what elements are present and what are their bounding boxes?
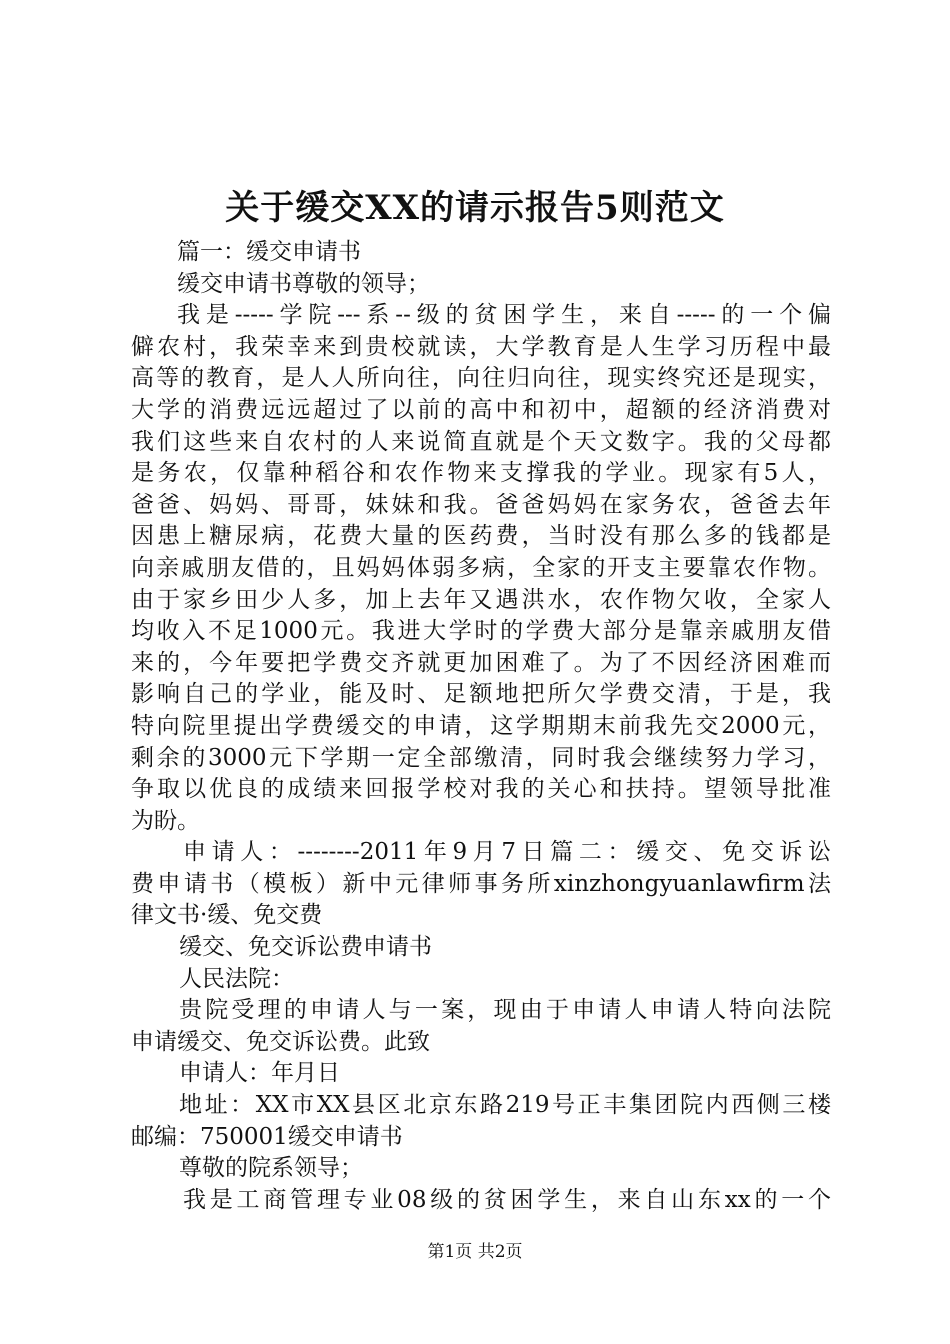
text-line: 剩余的3000元下学期一定全部缴清，同时我会继续努力学习， xyxy=(131,744,831,771)
text-line: 僻农村，我荣幸来到贵校就读，大学教育是人生学习历程中最 xyxy=(131,333,831,360)
text-line: 争取以优良的成绩来回报学校对我的关心和扶持。望领导批准 xyxy=(131,776,831,803)
text-line: 贵院受理的申请人与一案，现由于申请人申请人特向法院 xyxy=(179,997,831,1024)
text-line: 来的，今年要把学费交齐就更加困难了。为了不因经济困难而 xyxy=(131,649,831,676)
text-line: 缓交、免交诉讼费申请书 xyxy=(179,934,432,961)
text-line: 费申请书（模板）新中元律师事务所xinzhongyuanlawfirm法 xyxy=(131,870,831,897)
text-line: 高等的教育，是人人所向往，向往归向往，现实终究还是现实， xyxy=(131,365,831,392)
text-line: 是务农，仅靠种稻谷和农作物来支撑我的学业。现家有5人， xyxy=(131,460,831,487)
text-line: 为盼。 xyxy=(131,807,200,834)
text-line: 尊敬的院系领导； xyxy=(179,1155,363,1182)
text-line: 特向院里提出学费缓交的申请，这学期期末前我先交2000元， xyxy=(131,712,831,739)
page-number-footer: 第1页 共2页 xyxy=(427,1242,523,1262)
text-line: 大学的消费远远超过了以前的高中和初中，超额的经济消费对 xyxy=(131,396,831,423)
text-line: 申请缓交、免交诉讼费。此致 xyxy=(131,1028,430,1055)
text-line: 篇一：缓交申请书 xyxy=(177,239,361,265)
text-line: 影响自己的学业，能及时、足额地把所欠学费交清，于是，我 xyxy=(131,681,831,708)
text-line: 申请人：--------2011年9月7日篇二：缓交、免交诉讼 xyxy=(183,839,831,866)
text-line: 由于家乡田少人多，加上去年又遇洪水，农作物欠收，全家人 xyxy=(131,586,831,613)
text-line: 律文书·缓、免交费 xyxy=(131,902,323,929)
text-line: 邮编：750001缓交申请书 xyxy=(131,1123,403,1150)
text-line: 人民法院： xyxy=(179,965,294,992)
text-line: 因患上糖尿病，花费大量的医药费，当时没有那么多的钱都是 xyxy=(131,523,831,550)
text-line: 我是-----学院---系--级的贫困学生，来自-----的一个偏 xyxy=(177,302,831,329)
text-line: 地址：XX市XX县区北京东路219号正丰集团院内西侧三楼 xyxy=(179,1092,831,1119)
text-line: 均收入不足1000元。我进大学时的学费大部分是靠亲戚朋友借 xyxy=(131,618,831,645)
text-line: 缓交申请书尊敬的领导； xyxy=(177,270,430,297)
text-line: 爸爸、妈妈、哥哥，妹妹和我。爸爸妈妈在家务农，爸爸去年 xyxy=(131,491,831,518)
document-body xyxy=(131,237,831,1216)
document-title: 关于缓交XX的请示报告5则范文 xyxy=(225,188,725,228)
text-line: 申请人：年月日 xyxy=(179,1060,340,1087)
text-line: 我们这些来自农村的人来说简直就是个天文数字。我的父母都 xyxy=(131,428,831,455)
text-line: 向亲戚朋友借的，且妈妈体弱多病，全家的开支主要靠农作物。 xyxy=(131,554,831,581)
text-line: 我是工商管理专业08级的贫困学生，来自山东xx的一个 xyxy=(183,1186,831,1213)
